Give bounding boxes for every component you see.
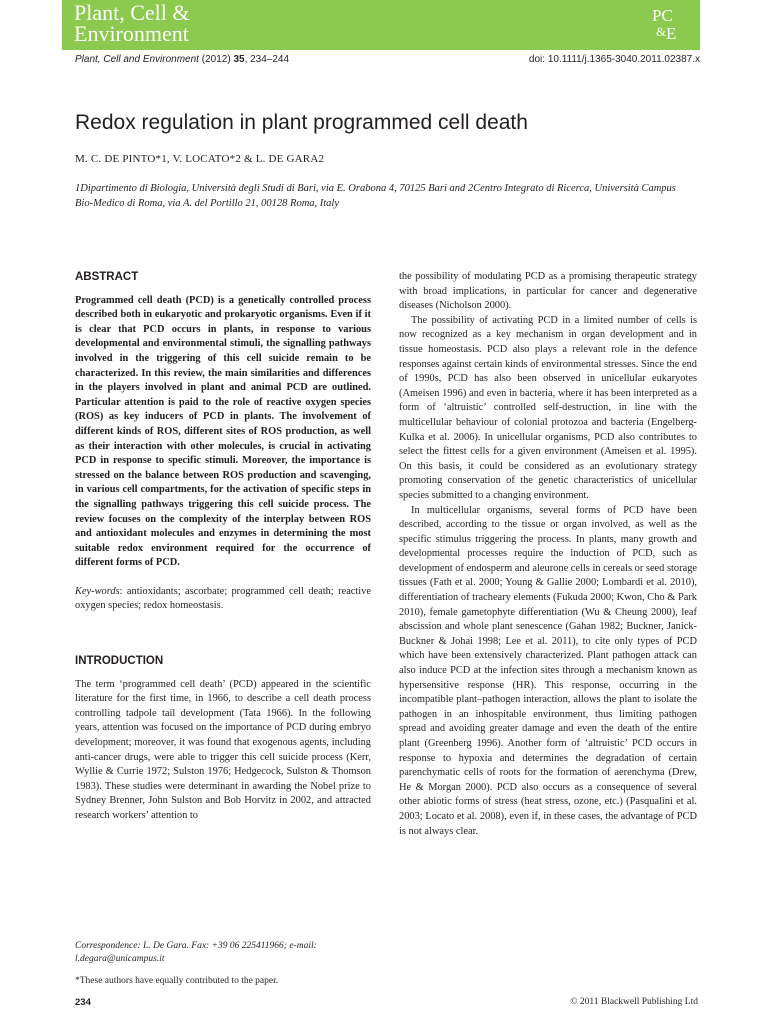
copyright-notice: © 2011 Blackwell Publishing Ltd — [570, 997, 698, 1007]
keywords-label: Key-words — [75, 585, 120, 597]
page-number: 234 — [75, 997, 91, 1008]
article-authors: M. C. DE PINTO*1, V. LOCATO*2 & L. DE GARA2 — [75, 153, 325, 165]
journal-logo — [648, 5, 690, 45]
left-column — [75, 270, 371, 824]
journal-year: (2012) — [198, 54, 234, 65]
journal-banner-title: Plant, Cell & Environment — [74, 0, 190, 46]
introduction-heading: INTRODUCTION — [75, 655, 164, 668]
journal-citation — [75, 54, 289, 65]
abstract-heading: ABSTRACT — [75, 271, 139, 283]
body-paragraph-1: the possibility of modulating PCD as a promising therapeutic strategy with broad implications, in particular for cancer and degenerative diseases (Nicholson 2000). — [399, 271, 697, 312]
journal-volume: 35 — [233, 54, 245, 65]
journal-name: Plant, Cell and Environment — [75, 54, 199, 65]
logo-ampersand: & — [656, 24, 667, 39]
article-affiliation: 1Dipartimento di Biologia, Università degli Studi di Bari, via E. Orabona 4, 70125 Bari and 2Centro Integrato di Ricerca, Università Campus Bio-Medico di Roma, via A. del Portillo 21, 00128 Roma, Italy — [75, 183, 676, 209]
introduction-text: The term ‘programmed cell death’ (PCD) appeared in the scientific literature for the first time, in 1966, to describe a cell death process controlling tadpole tail development (Tata 1966). In the following years, attention was focused on the importance of PCD during embryo development; moreover, it was found that exogenous agents, including anti-cancer drugs, were able to trigger this cell suicide process (Kerr, Wyllie & Currie 1972; Sulston 1976; Hedgecock, Sulston & Thomson 1983). These studies were determinant in awarding the Nobel prize to Sydney Brenner, John Sulston and Bob Horvitz in 2002, and attracted research workers’ attention to — [75, 678, 371, 821]
journal-pages: , 234–244 — [244, 54, 290, 65]
logo-text-top: PC — [652, 6, 673, 25]
logo-text-bottom: E — [666, 24, 677, 43]
abstract-text: Programmed cell death (PCD) is a genetically controlled process described both in eukaryotic and prokaryotic organisms. Even if it is clear that PCD occurs in plants, in response to various developmental and environmental stimuli, the signalling pathways involved in the triggering of this cell suicide remain to be characterized. In this review, the main similarities and differences in the players involved in plant and animal PCD are outlined. Particular attention is paid to the role of reactive oxygen species (ROS) as key inducers of PCD in plants. The involvement of different kinds of ROS, different sites of ROS production, as well as their interaction with other molecules, is crucial in activating PCD in response to specific stimuli. Moreover, the importance is stressed on the balance between ROS production and scavenging, in various cell compartments, for the activation of specific steps in the signalling pathways triggering this cell suicide process. The review focuses on the complexity of the interplay between ROS and antioxidant molecules and enzymes in determining the most suitable redox environment required for the occurrence of different forms of PCD. — [75, 294, 371, 569]
correspondence-note: Correspondence: L. De Gara. Fax: +39 06 225411966; e-mail: l.degara@unicampus.it — [75, 941, 317, 964]
journal-banner — [62, 0, 700, 50]
article-title: Redox regulation in plant programmed cell death — [75, 111, 528, 134]
body-paragraph-3: In multicellular organisms, several forms of PCD have been described, according to the tissue or organ involved, as well as the specific stimulus triggering the process. In plants, many growth and developmental processes require the induction of PCD, such as development of endosperm and aleurone cells in cereals or seed storage tissues (Fath et al. 2000; Young & Gallie 2000; Lombardi et al. 2010), differentiation of tracheary elements (Fukuda 2000; Kwon, Cho & Park 2010), female gametophyte differentiation (Wu & Cheung 2000), leaf abscission and whole plant senescence (Gahan 1982; Buckner, Janick-Buckner & Johai 1998; Lee et al. 2011), to cite only types of PCD which have been extensively characterized. Plant pathogen attack can also induce PCD at the infection sites through a mechanism known as hypersensitive response (HR). This response, occurring in the incompatible plant–pathogen interaction, allows the plant to isolate the pathogen in an inhospitable environment, thus limiting pathogen spread and avoiding greater damage and even the death of the entire plant (Greenberg 1996). Another form of ‘altruistic’ PCD occurs in response to hypoxia and determines the degradation of certain parenchymatic cells of roots for the formation of aerenchyma (Drew, He & Morgan 2000). PCD also occurs as a consequence of several other abiotic forms of stress (heat stress, ozone, etc.) (Pasqualini et al. 2003; Locato et al. 2008), even if, in these cases, the advantage of PCD is not always clear. — [399, 504, 697, 837]
equal-contribution-note: *These authors have equally contributed to the paper. — [75, 976, 279, 986]
body-paragraph-2: The possibility of activating PCD in a limited number of cells is now recognized as a key mechanism in organ development and in tissue homeostasis. PCD also plays a relevant role in the defence responses against certain kinds of environmental stresses. Since the end of 1990s, PCD has also been observed in unicellular eukaryotes (Ameisen 1996) and even in bacteria, where it has been interpreted as a form of ‘altruistic’ controlled self-destruction, in line with the multicellular behaviour of colonial protozoa and bacteria (Engelberg-Kulka et al. 2006). In unicellular organisms, PCD also contributes to select the fittest cells for a given environment (Ameisen et al. 1995). On this basis, it could be considered as an evolutionary strategy promoting conservation of the genetic characteristics of unicellular species submitted to a changing environment. — [399, 314, 697, 501]
doi[interactable]: doi: 10.1111/j.1365-3040.2011.02387.x — [528, 54, 700, 65]
keywords — [75, 585, 371, 614]
right-column — [399, 270, 697, 839]
keywords-text: : antioxidants; ascorbate; programmed cell death; reactive oxygen species; redox homeostasis. — [75, 585, 371, 612]
